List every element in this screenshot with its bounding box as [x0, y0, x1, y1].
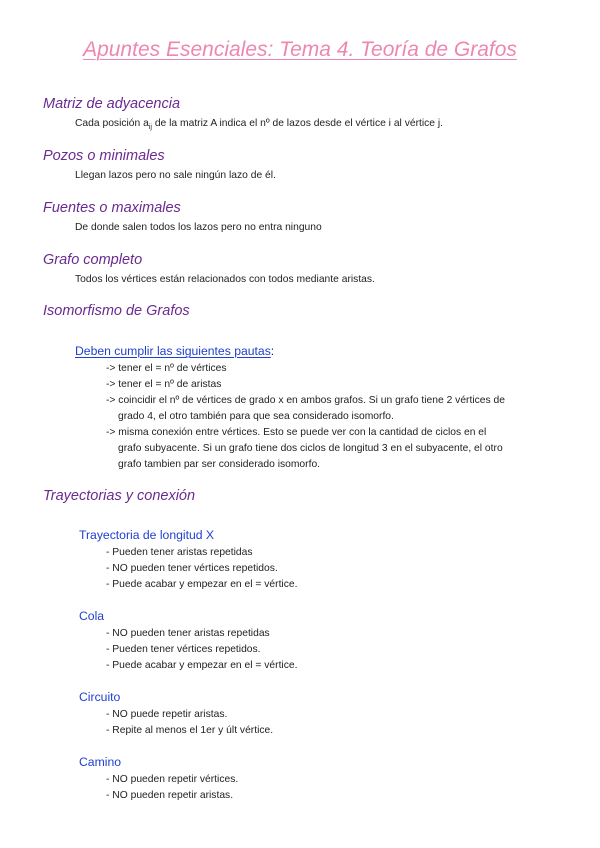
section-text-matriz: Cada posición $a_{ij}$ de la matriz A indica el nº de lazos desde el vértice i al vértice j. [75, 118, 444, 132]
circuito-label: Circuito [79, 690, 121, 704]
isomorfismo-item: -> tener el = nº de vértices [106, 363, 227, 374]
isomorfismo-item: -> tener el = nº de aristas [106, 379, 222, 390]
camino-label: Camino [79, 755, 121, 769]
isomorfismo-subtitle: Deben cumplir las siguientes pautas: [75, 344, 275, 358]
circuito-item: - NO puede repetir aristas. [106, 709, 228, 720]
section-heading-trayectorias: Trayectorias y conexión [43, 488, 196, 504]
cola-item: - NO pueden tener aristas repetidas [106, 628, 270, 639]
page-title: Apuntes Esenciales: Tema 4. Teoría de Grafos [83, 38, 517, 61]
trayectoria-item: - Pueden tener aristas repetidas [106, 547, 253, 558]
cola-item: - Puede acabar y empezar en el = vértice. [106, 660, 298, 671]
cola-label: Cola [79, 609, 105, 623]
isomorfismo-item: grafo tambien par ser considerado isomorfo. [118, 459, 321, 470]
cola-item: - Pueden tener vértices repetidos. [106, 644, 261, 655]
section-heading-fuentes: Fuentes o maximales [43, 200, 181, 216]
circuito-item: - Repite al menos el 1er y últ vértice. [106, 725, 274, 736]
section-text-fuentes: De donde salen todos los lazos pero no entra ninguno [75, 222, 322, 233]
isomorfismo-item: grafo subyacente. Si un grafo tiene dos ciclos de longitud 3 en el subyacente, el otro [118, 443, 503, 454]
camino-item: - NO pueden repetir vértices. [106, 774, 239, 785]
isomorfismo-item: -> coincidir el nº de vértices de grado x en ambos grafos. Si un grafo tiene 2 vértices de [106, 395, 505, 406]
section-text-completo: Todos los vértices están relacionados con todos mediante aristas. [75, 274, 375, 285]
trayectoria-label: Trayectoria de longitud X [79, 528, 215, 542]
section-heading-isomorfismo: Isomorfismo de Grafos [43, 303, 190, 319]
trayectoria-item: - Puede acabar y empezar en el = vértice. [106, 579, 298, 590]
isomorfismo-item: -> misma conexión entre vértices. Esto se puede ver con la cantidad de ciclos en el [106, 427, 487, 438]
isomorfismo-item: grado 4, el otro también para que sea considerado isomorfo. [118, 411, 394, 422]
section-heading-completo: Grafo completo [43, 252, 143, 268]
section-heading-matriz: Matriz de adyacencia [43, 96, 181, 112]
camino-item: - NO pueden repetir aristas. [106, 790, 234, 801]
section-heading-pozos: Pozos o minimales [43, 148, 165, 164]
trayectoria-item: - NO pueden tener vértices repetidos. [106, 563, 278, 574]
section-text-pozos: Llegan lazos pero no sale ningún lazo de él. [75, 170, 276, 181]
